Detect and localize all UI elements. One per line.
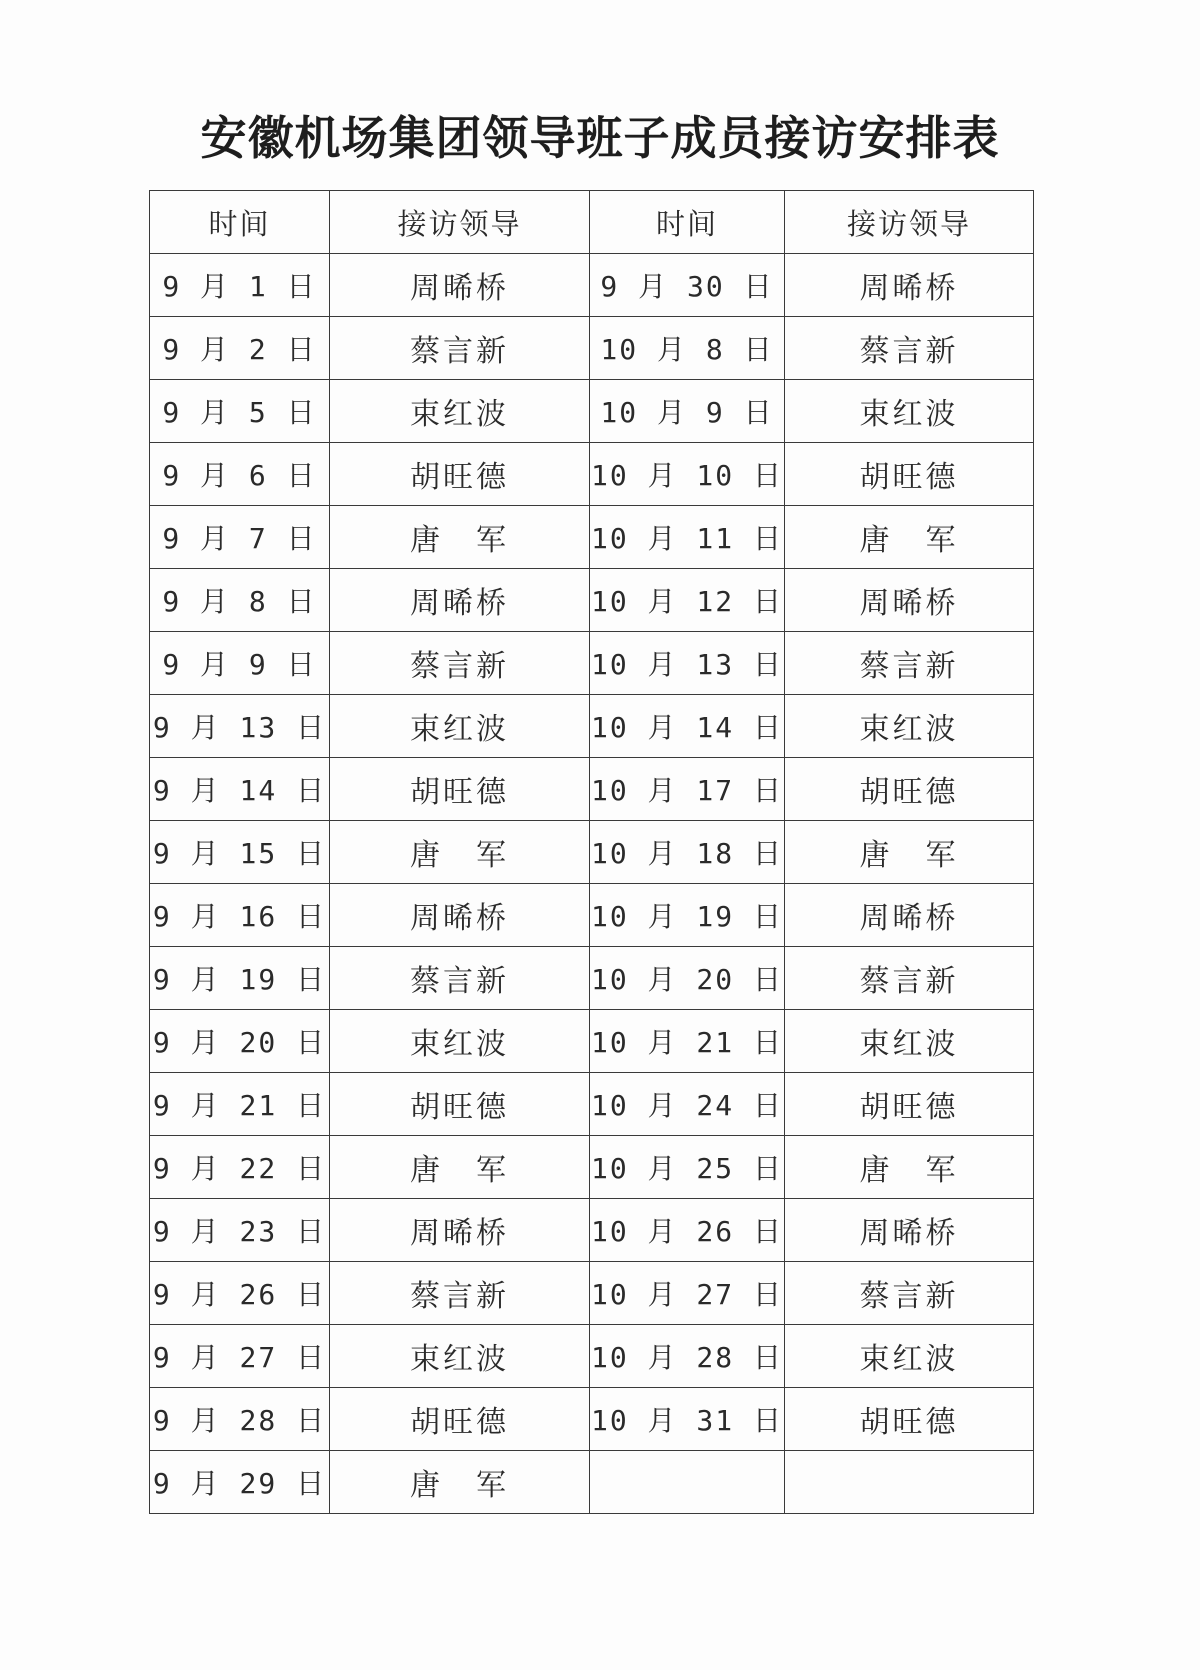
leader-cell-sep: 束红波	[330, 1010, 590, 1073]
leader-cell-sep: 唐 军	[330, 821, 590, 884]
leader-cell-oct: 周晞桥	[785, 569, 1034, 632]
leader-cell-oct: 束红波	[785, 695, 1034, 758]
date-cell-sep: 9 月 19 日	[150, 947, 330, 1010]
table-row	[150, 758, 1034, 821]
table-row	[150, 632, 1034, 695]
date-cell-sep: 9 月 13 日	[150, 695, 330, 758]
leader-cell-oct: 蔡言新	[785, 317, 1034, 380]
table-row	[150, 317, 1034, 380]
date-cell-oct: 10 月 13 日	[590, 632, 785, 695]
leader-cell-oct: 胡旺德	[785, 1388, 1034, 1451]
table-row	[150, 947, 1034, 1010]
table-row	[150, 1073, 1034, 1136]
leader-cell-sep: 唐 军	[330, 1136, 590, 1199]
header-time-1: 时间	[150, 191, 330, 254]
leader-cell-sep: 蔡言新	[330, 632, 590, 695]
date-cell-oct: 10 月 21 日	[590, 1010, 785, 1073]
date-cell-oct: 10 月 9 日	[590, 380, 785, 443]
table-row	[150, 254, 1034, 317]
date-cell-oct: 10 月 17 日	[590, 758, 785, 821]
leader-cell-sep: 周晞桥	[330, 569, 590, 632]
leader-cell-oct: 唐 军	[785, 506, 1034, 569]
date-cell-sep: 9 月 22 日	[150, 1136, 330, 1199]
date-cell-oct: 9 月 30 日	[590, 254, 785, 317]
date-cell-oct: 10 月 24 日	[590, 1073, 785, 1136]
table-row	[150, 443, 1034, 506]
date-cell-sep: 9 月 20 日	[150, 1010, 330, 1073]
leader-cell-oct: 蔡言新	[785, 1262, 1034, 1325]
leader-cell-oct: 束红波	[785, 380, 1034, 443]
date-cell-oct: 10 月 28 日	[590, 1325, 785, 1388]
table-row	[150, 380, 1034, 443]
date-cell-sep: 9 月 29 日	[150, 1451, 330, 1514]
header-time-2: 时间	[590, 191, 785, 254]
leader-cell-oct: 唐 军	[785, 821, 1034, 884]
page-title: 安徽机场集团领导班子成员接访安排表	[200, 111, 1000, 165]
date-cell-oct: 10 月 27 日	[590, 1262, 785, 1325]
leader-cell-oct: 束红波	[785, 1010, 1034, 1073]
table-row	[150, 884, 1034, 947]
leader-cell-oct: 蔡言新	[785, 632, 1034, 695]
leader-cell-sep: 胡旺德	[330, 1388, 590, 1451]
leader-cell-oct: 周晞桥	[785, 1199, 1034, 1262]
date-cell-sep: 9 月 1 日	[150, 254, 330, 317]
date-cell-sep: 9 月 15 日	[150, 821, 330, 884]
date-cell-sep: 9 月 16 日	[150, 884, 330, 947]
leader-cell-sep: 蔡言新	[330, 947, 590, 1010]
leader-cell-sep: 周晞桥	[330, 1199, 590, 1262]
table-row	[150, 695, 1034, 758]
leader-cell-oct: 胡旺德	[785, 443, 1034, 506]
leader-cell-sep: 周晞桥	[330, 884, 590, 947]
date-cell-sep: 9 月 6 日	[150, 443, 330, 506]
date-cell-oct: 10 月 12 日	[590, 569, 785, 632]
table-header	[150, 191, 1034, 254]
header-row	[150, 191, 1034, 254]
date-cell-sep: 9 月 27 日	[150, 1325, 330, 1388]
leader-cell-oct	[785, 1451, 1034, 1514]
leader-cell-sep: 束红波	[330, 380, 590, 443]
date-cell-oct: 10 月 20 日	[590, 947, 785, 1010]
leader-cell-oct: 唐 军	[785, 1136, 1034, 1199]
table-row	[150, 821, 1034, 884]
header-leader-2: 接访领导	[785, 191, 1034, 254]
leader-cell-oct: 周晞桥	[785, 884, 1034, 947]
table-body	[150, 254, 1034, 1514]
table-row	[150, 1199, 1034, 1262]
leader-cell-sep: 唐 军	[330, 1451, 590, 1514]
date-cell-sep: 9 月 7 日	[150, 506, 330, 569]
leader-cell-sep: 束红波	[330, 1325, 590, 1388]
date-cell-oct: 10 月 10 日	[590, 443, 785, 506]
date-cell-oct: 10 月 18 日	[590, 821, 785, 884]
header-leader-1: 接访领导	[330, 191, 590, 254]
table-row	[150, 1451, 1034, 1514]
leader-cell-sep: 胡旺德	[330, 758, 590, 821]
leader-cell-sep: 周晞桥	[330, 254, 590, 317]
date-cell-oct: 10 月 11 日	[590, 506, 785, 569]
leader-cell-sep: 唐 军	[330, 506, 590, 569]
leader-cell-sep: 蔡言新	[330, 317, 590, 380]
date-cell-sep: 9 月 21 日	[150, 1073, 330, 1136]
table-row	[150, 1262, 1034, 1325]
date-cell-sep: 9 月 9 日	[150, 632, 330, 695]
leader-cell-sep: 束红波	[330, 695, 590, 758]
leader-cell-oct: 胡旺德	[785, 758, 1034, 821]
leader-cell-oct: 蔡言新	[785, 947, 1034, 1010]
date-cell-oct: 10 月 25 日	[590, 1136, 785, 1199]
leader-cell-sep: 蔡言新	[330, 1262, 590, 1325]
leader-cell-sep: 胡旺德	[330, 1073, 590, 1136]
date-cell-sep: 9 月 23 日	[150, 1199, 330, 1262]
date-cell-sep: 9 月 28 日	[150, 1388, 330, 1451]
date-cell-sep: 9 月 5 日	[150, 380, 330, 443]
date-cell-sep: 9 月 26 日	[150, 1262, 330, 1325]
date-cell-oct: 10 月 31 日	[590, 1388, 785, 1451]
date-cell-oct: 10 月 14 日	[590, 695, 785, 758]
date-cell-oct: 10 月 26 日	[590, 1199, 785, 1262]
leader-cell-oct: 束红波	[785, 1325, 1034, 1388]
table-row	[150, 1136, 1034, 1199]
table-row	[150, 1010, 1034, 1073]
table-row	[150, 1325, 1034, 1388]
reception-schedule-table	[149, 190, 1034, 1514]
table-row	[150, 506, 1034, 569]
date-cell-sep: 9 月 14 日	[150, 758, 330, 821]
leader-cell-sep: 胡旺德	[330, 443, 590, 506]
leader-cell-oct: 周晞桥	[785, 254, 1034, 317]
table-row	[150, 1388, 1034, 1451]
date-cell-oct: 10 月 8 日	[590, 317, 785, 380]
date-cell-oct	[590, 1451, 785, 1514]
date-cell-sep: 9 月 8 日	[150, 569, 330, 632]
date-cell-sep: 9 月 2 日	[150, 317, 330, 380]
table-row	[150, 569, 1034, 632]
leader-cell-oct: 胡旺德	[785, 1073, 1034, 1136]
date-cell-oct: 10 月 19 日	[590, 884, 785, 947]
